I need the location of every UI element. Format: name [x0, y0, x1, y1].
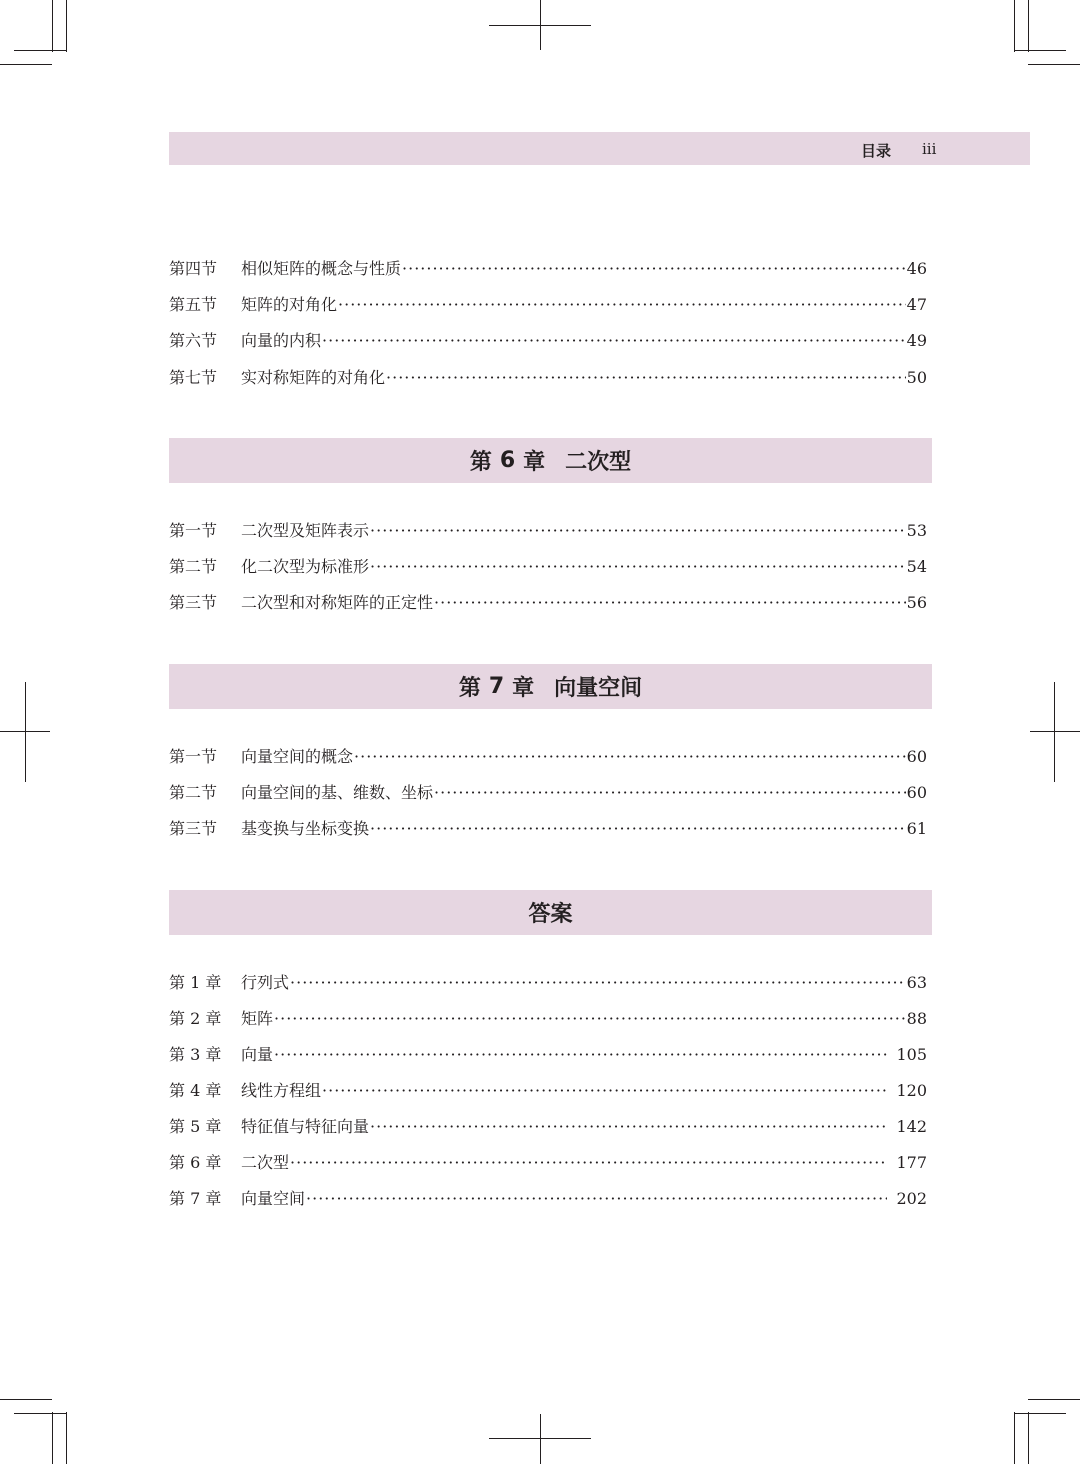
- toc-section-label: 第三节: [169, 593, 218, 612]
- toc-page-number: 202: [896, 1189, 927, 1208]
- toc-entry[interactable]: [169, 780, 927, 804]
- chapter-7-heading: [169, 664, 932, 709]
- toc-leader-dots: [290, 1153, 887, 1172]
- toc-section-label: 第三节: [169, 819, 218, 838]
- toc-entry[interactable]: [169, 970, 927, 994]
- toc-section-label: 第 5 章: [169, 1117, 222, 1136]
- toc-page-number: 88: [906, 1009, 927, 1028]
- toc-leader-dots: [306, 1189, 887, 1208]
- toc-leader-dots: [354, 747, 906, 766]
- toc-title: 向量: [241, 1045, 274, 1064]
- toc-leader-dots: [370, 557, 906, 576]
- chapter-suffix: 章: [512, 676, 535, 701]
- toc-entry[interactable]: [169, 328, 927, 352]
- chapter-prefix: 第: [458, 676, 481, 701]
- toc-leader-dots: [434, 783, 906, 802]
- toc-title: 矩阵: [241, 1009, 274, 1028]
- toc-title: 实对称矩阵的对角化: [241, 368, 386, 387]
- toc-leader-dots: [322, 1081, 887, 1100]
- toc-title: 矩阵的对角化: [241, 295, 338, 314]
- toc-section-label: 第二节: [169, 783, 218, 802]
- toc-page-number: 63: [906, 973, 927, 992]
- toc-leader-dots: [370, 819, 906, 838]
- toc-leader-dots: [370, 521, 906, 540]
- toc-leader-dots: [274, 1045, 887, 1064]
- toc-title: 向量空间的概念: [241, 747, 354, 766]
- toc-section-label: 第 7 章: [169, 1189, 222, 1208]
- toc-leader-dots: [370, 1117, 887, 1136]
- toc-entry[interactable]: [169, 1078, 927, 1102]
- toc-section-label: 第一节: [169, 747, 218, 766]
- toc-title: 特征值与特征向量: [241, 1117, 370, 1136]
- toc-section-label: 第 1 章: [169, 973, 222, 992]
- toc-page-number: 60: [906, 783, 927, 802]
- chapter-6-heading: [169, 438, 932, 483]
- toc-section-label: 第 2 章: [169, 1009, 222, 1028]
- toc-page-number: 60: [906, 747, 927, 766]
- running-header-page-number: iii: [922, 140, 937, 158]
- toc-entry[interactable]: [169, 256, 927, 280]
- toc-title: 向量空间: [241, 1189, 306, 1208]
- toc-title: 二次型和对称矩阵的正定性: [241, 593, 434, 612]
- chapter-suffix: 章: [523, 450, 546, 475]
- toc-entry[interactable]: [169, 590, 927, 614]
- chapter-title: 向量空间: [554, 676, 643, 701]
- toc-page-number: 142: [896, 1117, 927, 1136]
- toc-entry[interactable]: [169, 518, 927, 542]
- toc-title: 行列式: [241, 973, 290, 992]
- toc-page-number: 47: [906, 295, 927, 314]
- toc-section-label: 第一节: [169, 521, 218, 540]
- toc-entry[interactable]: [169, 554, 927, 578]
- toc-page-number: 61: [906, 819, 927, 838]
- toc-section-label: 第 3 章: [169, 1045, 222, 1064]
- toc-page-number: 54: [906, 557, 927, 576]
- toc-section-label: 第 4 章: [169, 1081, 222, 1100]
- toc-entry[interactable]: [169, 1114, 927, 1138]
- toc-page-number: 53: [906, 521, 927, 540]
- toc-section-label: 第七节: [169, 368, 218, 387]
- chapter-number: 7: [488, 674, 505, 699]
- toc-entry[interactable]: [169, 816, 927, 840]
- toc-leader-dots: [386, 368, 906, 387]
- toc-page-number: 49: [906, 331, 927, 350]
- chapter-number: 6: [499, 448, 516, 473]
- toc-page-number: 105: [896, 1045, 927, 1064]
- toc-title: 线性方程组: [241, 1081, 322, 1100]
- toc-page-number: 120: [896, 1081, 927, 1100]
- toc-entry[interactable]: [169, 1150, 927, 1174]
- toc-leader-dots: [322, 331, 906, 350]
- toc-page-number: 50: [906, 368, 927, 387]
- toc-entry[interactable]: [169, 1186, 927, 1210]
- toc-title: 向量的内积: [241, 331, 322, 350]
- toc-section-label: 第二节: [169, 557, 218, 576]
- toc-section-label: 第四节: [169, 259, 218, 278]
- toc-title: 二次型及矩阵表示: [241, 521, 370, 540]
- toc-entry[interactable]: [169, 365, 927, 389]
- toc-section-label: 第六节: [169, 331, 218, 350]
- toc-title: 向量空间的基、维数、坐标: [241, 783, 434, 802]
- toc-page-number: 177: [896, 1153, 927, 1172]
- chapter-title: 二次型: [565, 450, 632, 475]
- answers-heading: [169, 890, 932, 935]
- toc-title: 二次型: [241, 1153, 290, 1172]
- chapter-prefix: 第: [469, 450, 492, 475]
- running-header-band: [169, 132, 1030, 165]
- running-header-title: 目录: [861, 142, 892, 160]
- toc-leader-dots: [338, 295, 906, 314]
- toc-leader-dots: [402, 259, 906, 278]
- toc-page-number: 56: [906, 593, 927, 612]
- toc-section-label: 第 6 章: [169, 1153, 222, 1172]
- toc-entry[interactable]: [169, 292, 927, 316]
- toc-entry[interactable]: [169, 744, 927, 768]
- answers-title: 答案: [528, 902, 573, 927]
- toc-title: 相似矩阵的概念与性质: [241, 259, 402, 278]
- toc-title: 基变换与坐标变换: [241, 819, 370, 838]
- toc-page-number: 46: [906, 259, 927, 278]
- toc-entry[interactable]: [169, 1042, 927, 1066]
- toc-section-label: 第五节: [169, 295, 218, 314]
- toc-leader-dots: [274, 1009, 906, 1028]
- toc-title: 化二次型为标准形: [241, 557, 370, 576]
- toc-leader-dots: [290, 973, 906, 992]
- toc-leader-dots: [434, 593, 906, 612]
- toc-entry[interactable]: [169, 1006, 927, 1030]
